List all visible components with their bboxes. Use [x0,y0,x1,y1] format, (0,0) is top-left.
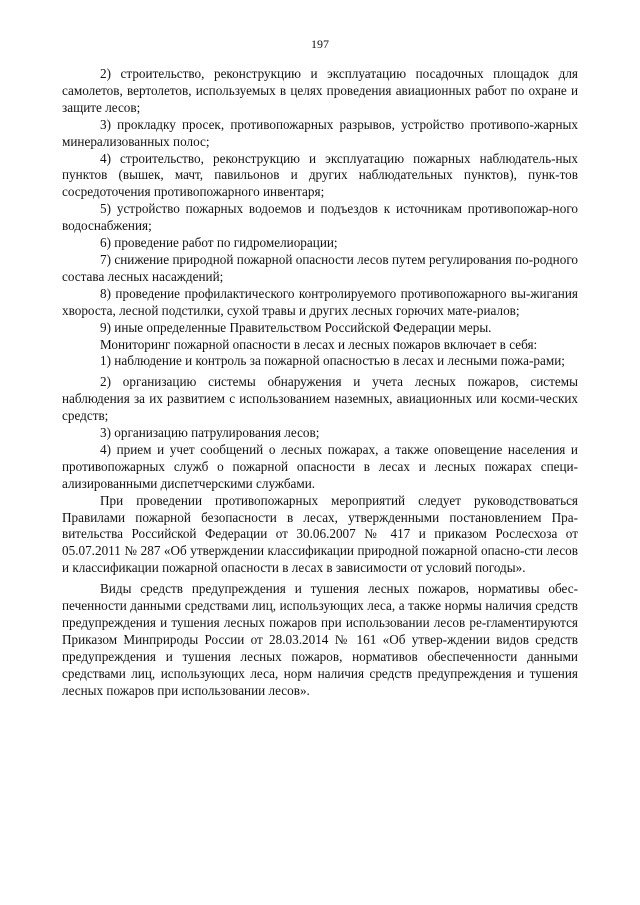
paragraph-monitoring-2: 2) организацию системы обнаружения и учета лесных пожаров, системы наблюдения за их развитием с использованием наземных, авиационных или косми-ческих средств; [62,374,578,424]
paragraph-item-9: 9) иные определенные Правительством Российской Федерации меры. [100,319,492,335]
paragraph-item-8: 8) проведение профилактического контролируемого противопожарного вы-жигания хвороста, лесной подстилки, сухой травы и других лесных горючих мате-риалов; [62,285,578,318]
page-number: 197 [311,37,329,51]
paragraph-item-6: 6) проведение работ по гидромелиорации; [100,235,338,251]
paragraph-item-7: 7) снижение природной пожарной опасности лесов путем регулирования по-родного состава лесных насаждений; [62,251,578,284]
paragraph-monitoring-4: 4) прием и учет сообщений о лесных пожарах, а также оповещение населения и противопожарных служб о пожарной опасности в лесах и лесных пожарах специ-ализированными диспетчерскими службами. [62,441,578,491]
paragraph-fire-rules: При проведении противопожарных мероприятий следует руководствоваться Правилами пожарной безопасности в лесах, утвержденными постановлением Пра-вительства Российской Федерации от 30.06.2007 № 417 и приказом Рослесхоза от 05.07.2011 № 287 «Об утверждении классификации природной пожарной опасно-сти лесов и классификации пожарной опасности в лесах в зависимости от условий погоды». [62,492,578,576]
paragraph-item-3: 3) прокладку просек, противопожарных разрывов, устройство противопо-жарных минерализованных полос; [62,116,578,149]
paragraph-item-4: 4) строительство, реконструкцию и эксплуатацию пожарных наблюдатель-ных пунктов (вышек, мачт, павильонов и других наблюдательных пунктов), пунк-тов сосредоточения противопожарного инвентаря; [62,150,578,200]
paragraph-monitoring-intro: Мониторинг пожарной опасности в лесах и лесных пожаров включает в себя: [100,336,538,352]
paragraph-item-5: 5) устройство пожарных водоемов и подъездов к источникам противопожар-ного водоснабжения; [62,201,578,234]
paragraph-monitoring-3: 3) организацию патрулирования лесов; [100,425,320,441]
paragraph-item-2: 2) строительство, реконструкцию и эксплуатацию посадочных площадок для самолетов, вертолетов, используемых в целях проведения авиационных работ по охране и защите лесов; [62,66,578,115]
paragraph-fire-means: Виды средств предупреждения и тушения лесных пожаров, нормативы обес-печенности данными средствами лиц, использующих леса, а также нормы наличия средств предупреждения и тушения лесных пожаров при использовании лесов ре-гламентируются Приказом Минприроды России от 28.03.2014 № 161 «Об утвер-ждении видов средств предупреждения и тушения лесных пожаров, нормативов обеспеченности данными средствами лиц, использующих леса, норм наличия средств предупреждения и тушения лесных пожаров при использовании лесов». [62,581,578,698]
paragraph-monitoring-1: 1) наблюдение и контроль за пожарной опасностью в лесах и лесными пожа-рами; [100,353,565,369]
